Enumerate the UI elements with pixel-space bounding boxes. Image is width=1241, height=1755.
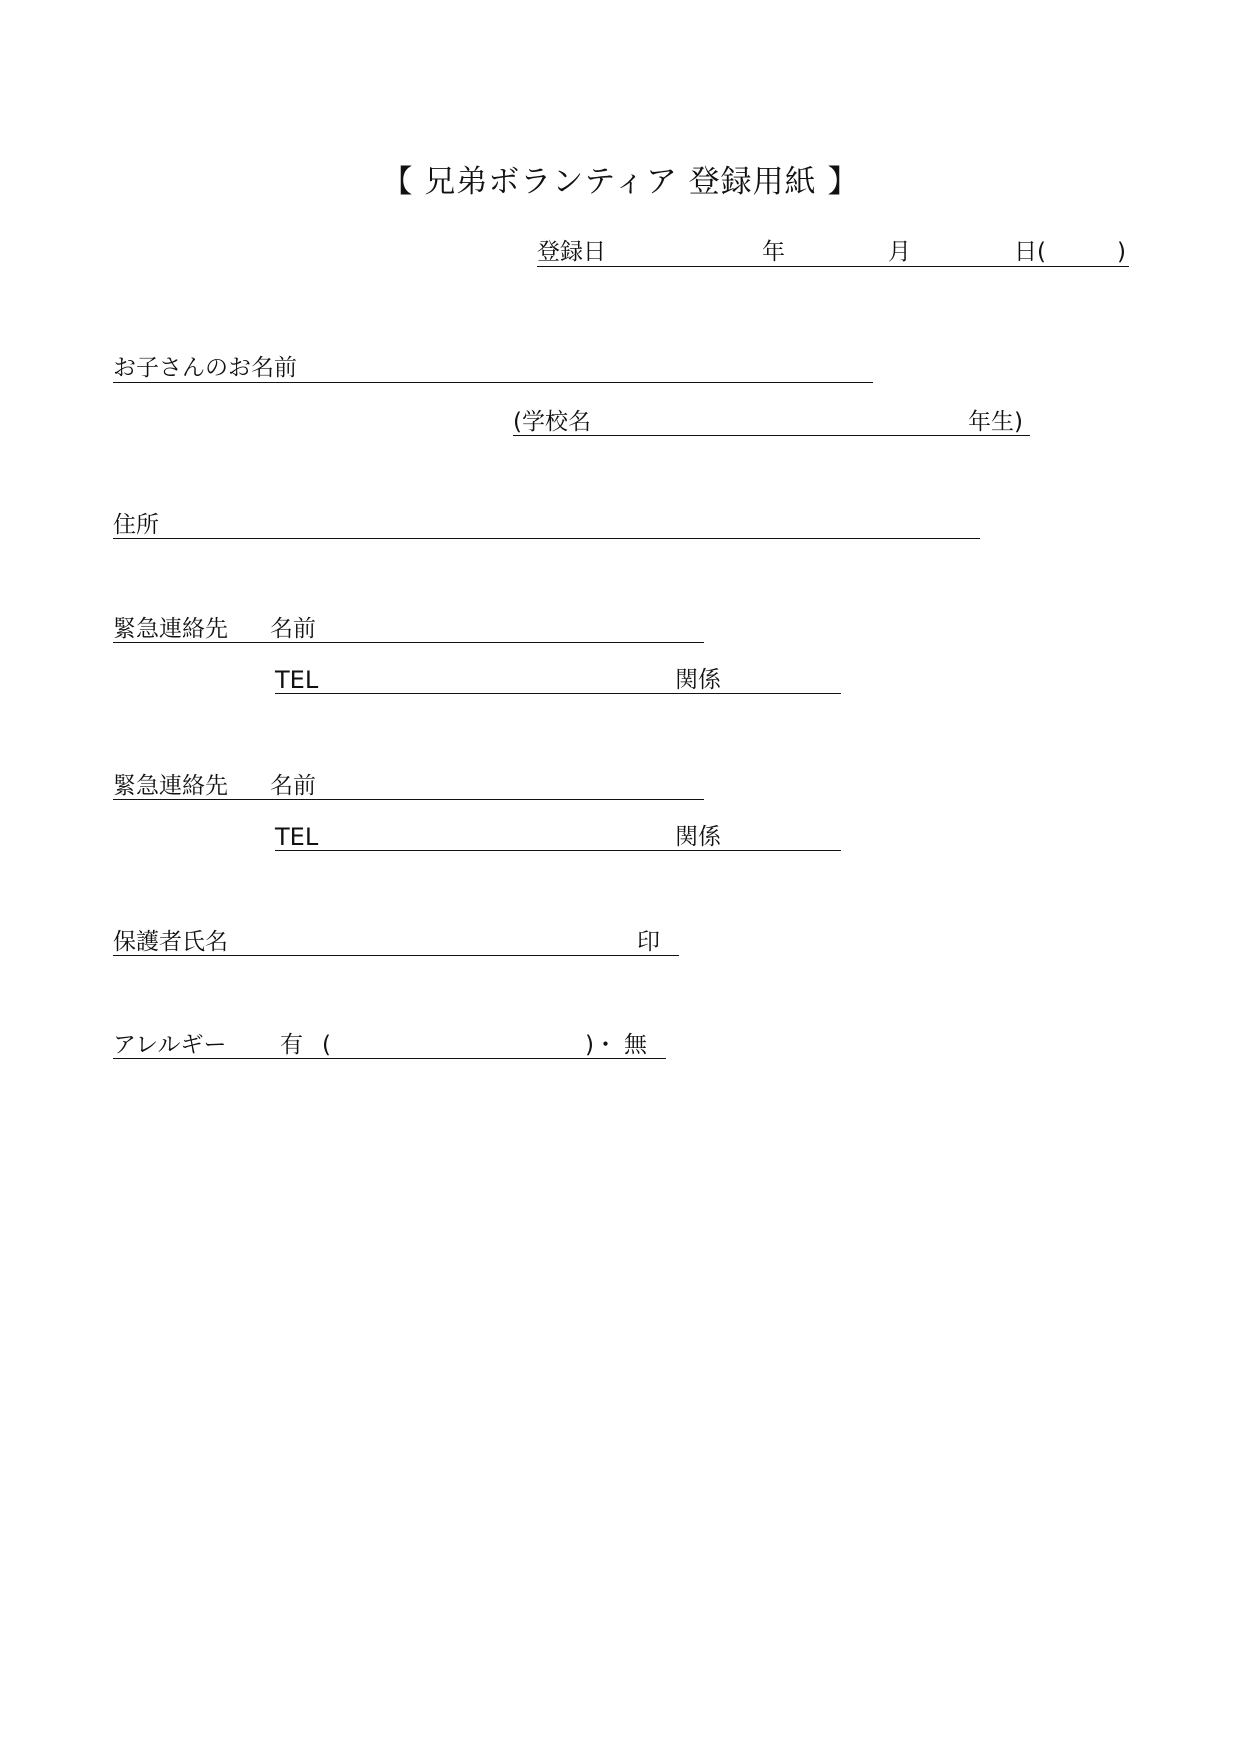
- child-name-label: お子さんのお名前: [113, 355, 297, 381]
- school-name-field[interactable]: [513, 435, 1030, 436]
- form-title: 【 兄弟ボランティア 登録用紙 】: [381, 164, 860, 200]
- guardian-name-label: 保護者氏名: [113, 929, 228, 955]
- emergency-contact-2-tel-field[interactable]: [275, 850, 841, 851]
- emergency-contact-2-name-label: 名前: [270, 773, 316, 799]
- emergency-contact-1-name-label: 名前: [270, 616, 316, 642]
- registration-day-close-paren: ): [1117, 239, 1126, 265]
- address-label: 住所: [113, 512, 159, 538]
- emergency-contact-1-label: 緊急連絡先: [113, 616, 228, 642]
- address-field[interactable]: [113, 538, 980, 539]
- allergy-yes-option[interactable]: 有: [280, 1032, 303, 1058]
- allergy-label: アレルギー: [113, 1032, 227, 1058]
- registration-date-label: 登録日: [537, 239, 606, 265]
- guardian-seal-label: 印: [637, 929, 660, 955]
- registration-day-label: 日(: [1014, 239, 1046, 265]
- emergency-contact-1-relation-label: 関係: [675, 667, 721, 693]
- allergy-details-field[interactable]: [113, 1058, 666, 1059]
- registration-date-field[interactable]: [537, 266, 1129, 267]
- emergency-contact-2-label: 緊急連絡先: [113, 773, 228, 799]
- school-grade-label: 年生): [968, 409, 1023, 435]
- emergency-contact-1-tel-label: TEL: [275, 666, 319, 694]
- emergency-contact-1-name-field[interactable]: [113, 642, 704, 643]
- school-name-label: (学校名: [513, 409, 591, 435]
- emergency-contact-2-tel-label: TEL: [275, 823, 319, 851]
- emergency-contact-2-name-field[interactable]: [113, 799, 704, 800]
- child-name-field[interactable]: [113, 382, 873, 383]
- allergy-no-option[interactable]: 無: [624, 1032, 647, 1058]
- emergency-contact-1-tel-field[interactable]: [275, 693, 841, 694]
- registration-year-label: 年: [762, 239, 785, 265]
- guardian-name-field[interactable]: [113, 955, 679, 956]
- allergy-open-paren: (: [322, 1032, 331, 1058]
- emergency-contact-2-relation-label: 関係: [675, 824, 721, 850]
- registration-month-label: 月: [888, 239, 911, 265]
- allergy-close-paren: )・: [585, 1032, 617, 1058]
